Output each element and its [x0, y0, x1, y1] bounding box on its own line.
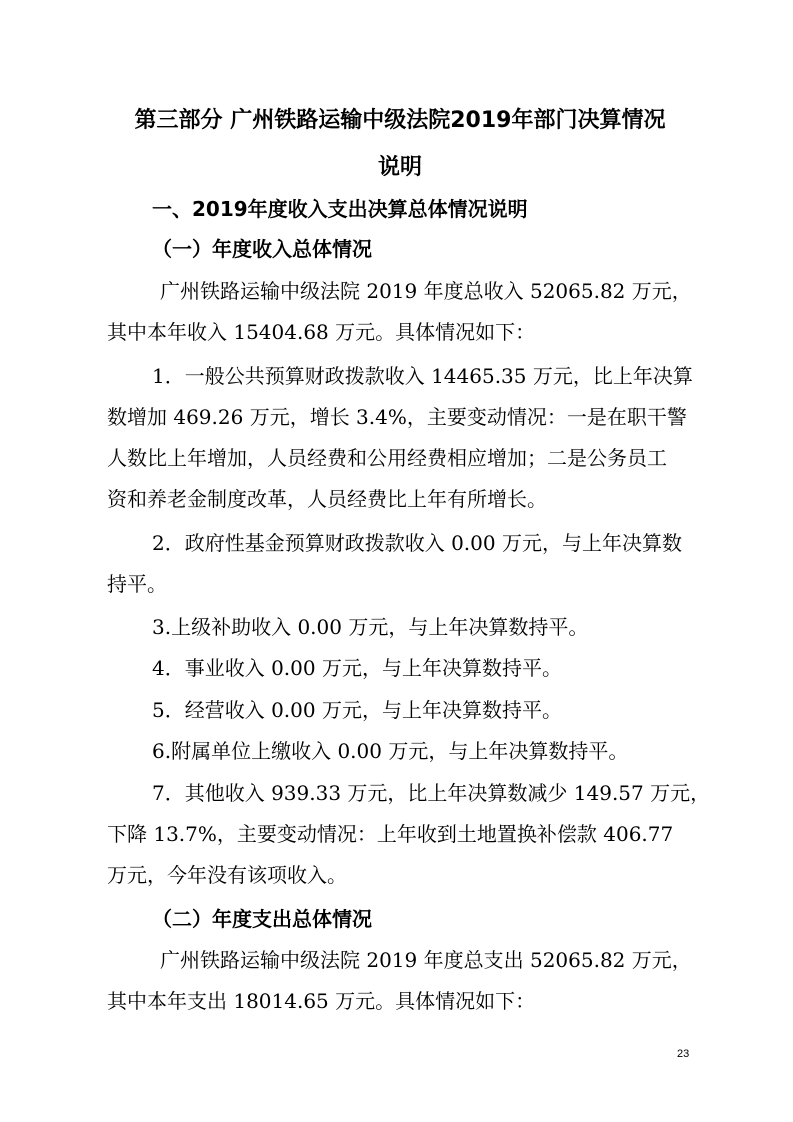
section-heading: 一、2019年度收入支出决算总体情况说明: [152, 197, 528, 221]
income-item-4: 4．事业收入 0.00 万元，与上年决算数持平。: [152, 656, 562, 680]
income-item-2-line: 持平。: [107, 572, 167, 596]
income-item-7-line: 下降 13.7%，主要变动情况：上年收到土地置换补偿款 406.77: [107, 822, 674, 846]
income-item-1-line: 数增加 469.26 万元，增长 3.4%，主要变动情况：一是在职干警: [107, 405, 687, 429]
expense-summary-line: 其中本年支出 18014.65 万元。具体情况如下：: [107, 989, 536, 1013]
income-heading: （一）年度收入总体情况: [152, 237, 372, 261]
income-item-7-line: 7．其他收入 939.33 万元，比上年决算数减少 149.57 万元，: [152, 781, 711, 805]
income-item-2-line: 2．政府性基金预算财政拨款收入 0.00 万元，与上年决算数: [152, 531, 682, 555]
income-summary-line: 其中本年收入 15404.68 万元。具体情况如下：: [107, 320, 536, 344]
page-number: 23: [677, 1048, 690, 1060]
income-item-3: 3.上级补助收入 0.00 万元，与上年决算数持平。: [152, 615, 589, 639]
income-item-6: 6.附属单位上缴收入 0.00 万元，与上年决算数持平。: [152, 739, 629, 763]
income-item-7-line: 万元，今年没有该项收入。: [107, 863, 347, 887]
expense-heading: （二）年度支出总体情况: [152, 907, 372, 931]
document-title-line-1: 第三部分 广州铁路运输中级法院2019年部门决算情况: [134, 108, 666, 133]
income-item-1-line: 资和养老金制度改革，人员经费比上年有所增长。: [107, 487, 547, 511]
income-summary-line: 广州铁路运输中级法院 2019 年度总收入 52065.82 万元，: [160, 279, 692, 303]
income-item-1-line: 1．一般公共预算财政拨款收入 14465.35 万元，比上年决算: [152, 364, 693, 388]
income-item-1-line: 人数比上年增加，人员经费和公用经费相应增加；二是公务员工: [107, 446, 667, 470]
expense-summary-line: 广州铁路运输中级法院 2019 年度总支出 52065.82 万元，: [160, 948, 692, 972]
document-title-line-2: 说明: [377, 155, 422, 180]
income-item-5: 5．经营收入 0.00 万元，与上年决算数持平。: [152, 698, 562, 722]
